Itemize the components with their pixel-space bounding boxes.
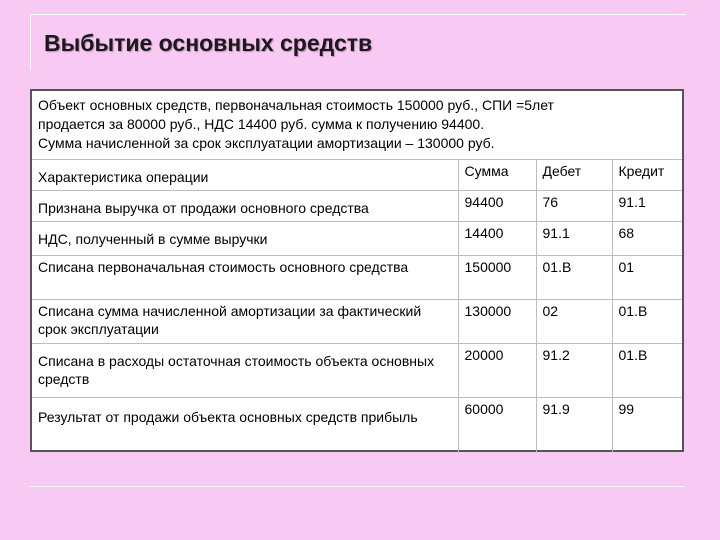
cell-amount: 130000 [458,300,536,344]
intro-text [38,96,682,153]
cell-operation: Списана сумма начисленной амортизации за фактический срок эксплуатации [32,300,458,344]
cell-operation: Списана в расходы остаточная стоимость объекта основных средств [32,344,458,398]
cell-amount: 150000 [458,256,536,300]
cell-amount: 94400 [458,191,536,222]
cell-credit: 68 [612,222,682,256]
header-operation: Характеристика операции [32,160,458,191]
cell-credit: 01.В [612,300,682,344]
cell-credit: 91.1 [612,191,682,222]
table-row [32,398,682,453]
intro-line-2: продается за 80000 руб., НДС 14400 руб. сумма к получению 94400. [38,116,485,132]
slide-title: Выбытие основных средств [44,30,373,56]
content-panel [30,89,684,452]
table-row [32,300,682,344]
operations-table [32,159,682,453]
cell-credit: 01 [612,256,682,300]
table-row [32,256,682,300]
header-debit: Дебет [536,160,612,191]
cell-debit: 91.2 [536,344,612,398]
cell-credit: 99 [612,398,682,453]
table-row [32,191,682,222]
cell-debit: 91.1 [536,222,612,256]
header-amount: Сумма [458,160,536,191]
cell-operation: Списана первоначальная стоимость основного средства [32,256,458,300]
cell-debit: 02 [536,300,612,344]
table-row [32,344,682,398]
cell-amount: 20000 [458,344,536,398]
cell-operation: Признана выручка от продажи основного средства [32,191,458,222]
cell-operation: НДС, полученный в сумме выручки [32,222,458,256]
intro-line-1: Объект основных средств, первоначальная стоимость 150000 руб., СПИ =5лет [38,97,554,113]
intro-line-3: Сумма начисленной за срок эксплуатации амортизации – 130000 руб. [38,135,495,151]
cell-debit: 76 [536,191,612,222]
cell-debit: 91.9 [536,398,612,453]
table-row [32,222,682,256]
cell-amount: 14400 [458,222,536,256]
header-credit: Кредит [612,160,682,191]
cell-operation: Результат от продажи объекта основных средств прибыль [32,398,458,453]
table-header-row [32,160,682,191]
cell-debit: 01.В [536,256,612,300]
cell-amount: 60000 [458,398,536,453]
footer-divider [30,486,684,487]
cell-credit: 01.В [612,344,682,398]
